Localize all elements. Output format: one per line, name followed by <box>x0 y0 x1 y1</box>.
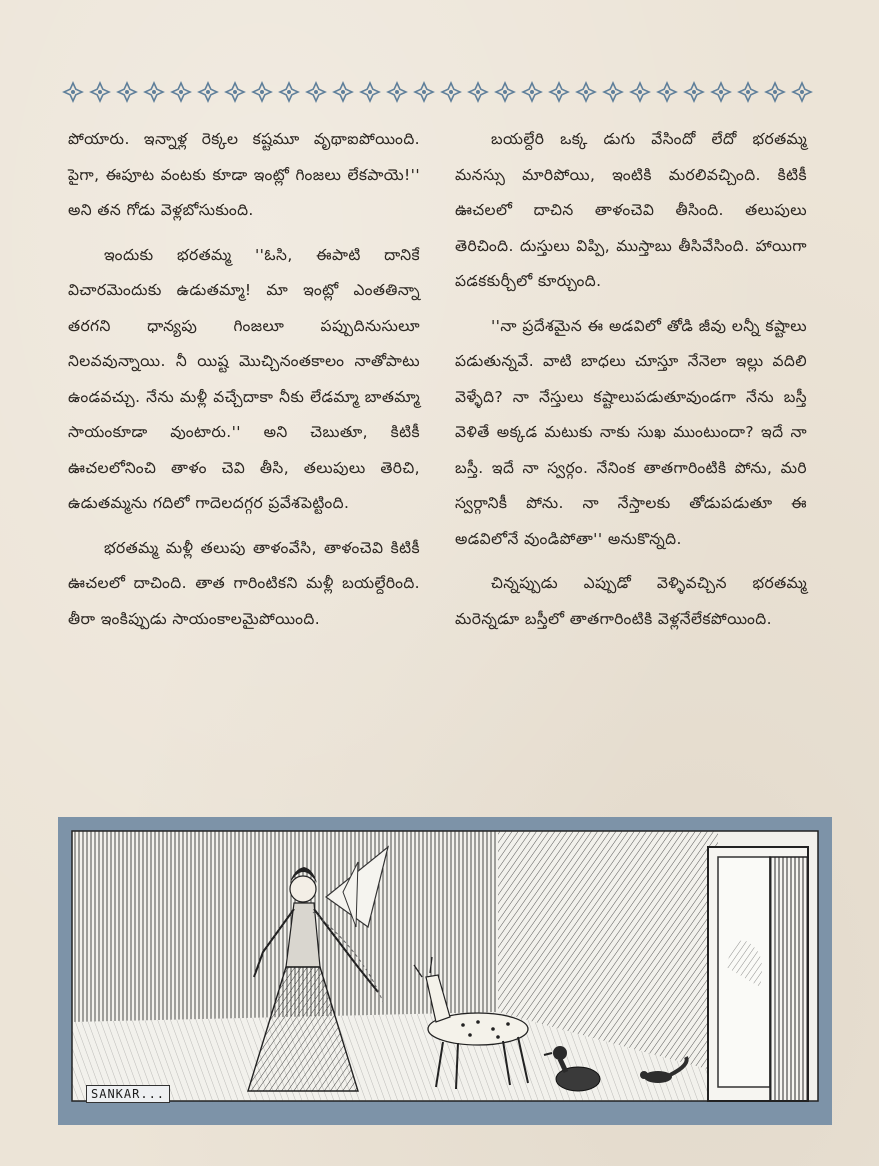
border-motif <box>172 83 190 101</box>
border-motif <box>766 83 784 101</box>
border-motif <box>415 83 433 101</box>
border-motif <box>685 83 703 101</box>
border-motif <box>496 83 514 101</box>
story-illustration <box>58 817 832 1125</box>
border-motif <box>793 83 811 101</box>
border-motif <box>388 83 406 101</box>
border-motif <box>442 83 460 101</box>
right-paragraph-2: ''నా ప్రదేశమైన ఈ అడవిలో తోడి జీవు లన్నీ కష్టాలు పడుతున్నవే. వాటి బాధలు చూస్తూ నేనెలా ఇల్లు వదిలి వెళ్ళేది? నా నేస్తులు కష్టాలుపడుతూవుండగా నేను బస్తీ వెళితే అక్కడ మటుకు నాకు సుఖ ముంటుందా? ఇదే నా బస్తీ. ఇదే నా స్వర్గం. నేనింక తాతగారింటికి పోను, మరి స్వర్గానికీ పోను. నా నేస్తాలకు తోడుపడుతూ ఈ అడవిలోనే వుండిపోతా'' అనుకొన్నది. <box>455 316 807 548</box>
left-paragraph-3: భరతమ్మ మళ్లీ తలుపు తాళంవేసి, తాళంచెవి కిటికీ ఊచలలో దాచింది. తాత గారింటికని మళ్లీ బయల్దేరింది. తీరా ఇంకిప్పుడు సాయంకాలమైపోయింది. <box>68 538 420 628</box>
border-motif <box>226 83 244 101</box>
border-motif <box>145 83 163 101</box>
left-paragraph-1: పోయారు. ఇన్నాళ్ల రెక్కల కష్టమూ వృథాఐపోయింది. పైగా, ఈపూట వంటకు కూడా ఇంట్లో గింజలు లేకపాయె!'' అని తన గోడు వెళ్లబోసుకుంది. <box>68 130 420 219</box>
border-motif <box>280 83 298 101</box>
right-paragraph-3: చిన్నప్పుడు ఎప్పుడో వెళ్ళివచ్చిన భరతమ్మ మరెన్నడూ బస్తీలో తాతగారింటికి వెళ్లనేలేకపోయింది. <box>455 574 807 628</box>
border-motif <box>658 83 676 101</box>
border-motif <box>604 83 622 101</box>
border-motif <box>361 83 379 101</box>
border-motif <box>469 83 487 101</box>
border-motif <box>631 83 649 101</box>
border-motif <box>334 83 352 101</box>
border-motif <box>523 83 541 101</box>
left-paragraph-2: ఇందుకు భరతమ్మ ''ఓసి, ఈపాటి దానికే విచారమెందుకు ఉడుతమ్మా! మా ఇంట్లో ఎంతతిన్నా తరగని ధాన్యపు గింజలూ పప్పుదినుసులూ నిలవవున్నాయి. నీ యిష్ట మొచ్చినంతకాలం నాతోపాటు ఉండవచ్చు. నేను మళ్లీ వచ్చేదాకా నీకు లేడమ్మా బాతమ్మా సాయంకూడా వుంటారు.'' అని చెబుతూ, కిటికీ ఊచలలోనించి తాళం చెవి తీసి, తలుపులు తెరిచి, ఉడుతమ్మను గదిలో గాదెలదగ్గర ప్రవేశపెట్టింది. <box>68 245 420 512</box>
border-motif <box>91 83 109 101</box>
border-motif <box>550 83 568 101</box>
artist-signature: SANKAR... <box>86 1085 170 1103</box>
open-door <box>770 857 808 1101</box>
border-motif <box>577 83 595 101</box>
border-motif <box>199 83 217 101</box>
decorative-border <box>60 78 832 106</box>
border-motif <box>118 83 136 101</box>
border-motif <box>739 83 757 101</box>
border-motif <box>64 83 82 101</box>
border-motif <box>253 83 271 101</box>
left-text-column <box>68 122 420 646</box>
border-motif <box>307 83 325 101</box>
right-text-column <box>455 122 807 646</box>
border-motif <box>712 83 730 101</box>
right-paragraph-1: బయల్దేరి ఒక్క డుగు వేసిందో లేదో భరతమ్మ మనస్సు మారిపోయి, ఇంటికి మరలివచ్చింది. కిటికీ ఊచలలో దాచిన తాళంచెవి తీసింది. తలుపులు తెరిచింది. దుస్తులు విప్పి, ముస్తాబు తీసివేసింది. హాయిగా పడకకుర్చీలో కూర్చుంది. <box>455 130 807 290</box>
